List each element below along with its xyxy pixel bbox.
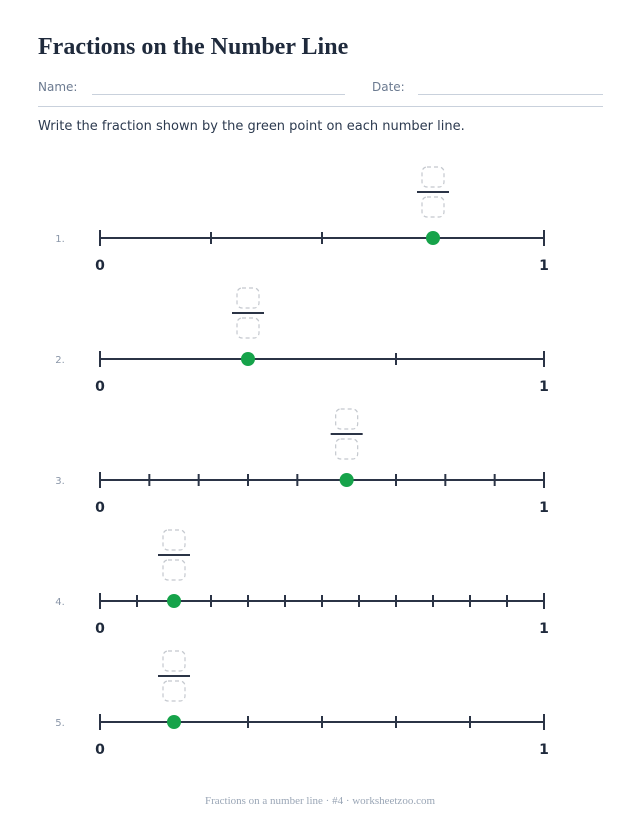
problem-number: 4. xyxy=(55,597,65,608)
numerator-box[interactable] xyxy=(163,651,185,671)
numerator-box[interactable] xyxy=(237,288,259,308)
green-point xyxy=(426,231,440,245)
end-label: 1 xyxy=(539,621,549,637)
green-point xyxy=(340,473,354,487)
problem-number: 2. xyxy=(55,355,65,366)
footer: Fractions on a number line · #4 · worksheetzoo.com xyxy=(204,795,436,807)
start-label: 0 xyxy=(95,621,105,637)
problem-2 xyxy=(55,288,549,395)
problem-4 xyxy=(55,530,549,637)
date-label: Date: xyxy=(372,80,405,94)
denominator-box[interactable] xyxy=(163,560,185,580)
end-label: 1 xyxy=(539,742,549,758)
green-point xyxy=(167,594,181,608)
problem-number: 3. xyxy=(55,476,65,487)
problem-3 xyxy=(55,409,549,516)
start-label: 0 xyxy=(95,500,105,516)
numerator-box[interactable] xyxy=(422,167,444,187)
numerator-box[interactable] xyxy=(336,409,358,429)
instructions: Write the fraction shown by the green point on each number line. xyxy=(38,119,465,134)
denominator-box[interactable] xyxy=(336,439,358,459)
numerator-box[interactable] xyxy=(163,530,185,550)
start-label: 0 xyxy=(95,742,105,758)
start-label: 0 xyxy=(95,258,105,274)
denominator-box[interactable] xyxy=(163,681,185,701)
name-label: Name: xyxy=(38,80,78,94)
problem-number: 5. xyxy=(55,718,65,729)
worksheet-title: Fractions on the Number Line xyxy=(38,34,349,60)
problem-5 xyxy=(55,651,549,758)
denominator-box[interactable] xyxy=(422,197,444,217)
green-point xyxy=(241,352,255,366)
end-label: 1 xyxy=(539,379,549,395)
denominator-box[interactable] xyxy=(237,318,259,338)
end-label: 1 xyxy=(539,500,549,516)
problem-number: 1. xyxy=(55,234,65,245)
green-point xyxy=(167,715,181,729)
start-label: 0 xyxy=(95,379,105,395)
end-label: 1 xyxy=(539,258,549,274)
problem-1 xyxy=(55,167,549,274)
